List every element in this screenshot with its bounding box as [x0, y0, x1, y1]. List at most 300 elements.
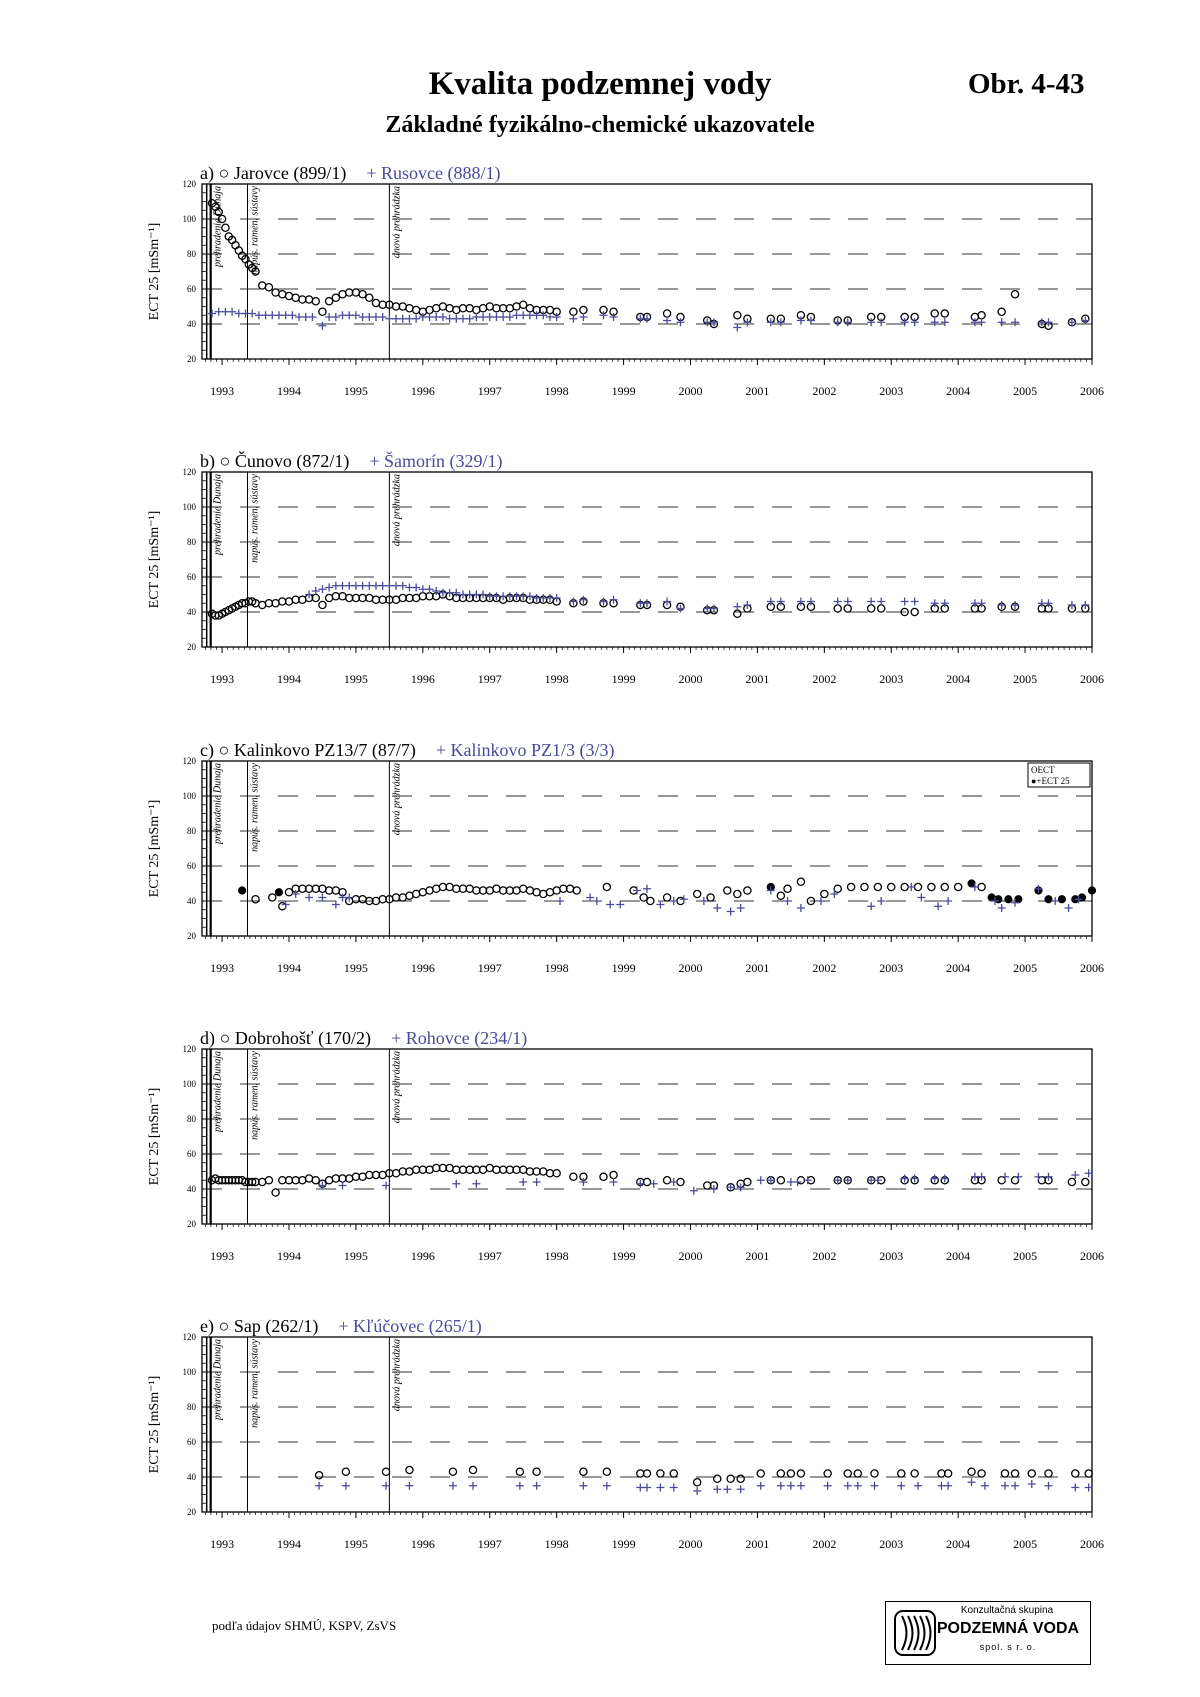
data-point-plus	[412, 584, 420, 592]
data-point-circle	[252, 896, 259, 903]
logo-company-name: PODZEMNÁ VODA	[936, 1620, 1080, 1637]
panel-letter: d) ○	[200, 1028, 235, 1048]
data-point-plus	[472, 1180, 480, 1188]
data-point-circle	[854, 1470, 861, 1477]
data-point-plus	[643, 885, 651, 893]
data-point-circle	[978, 883, 985, 890]
data-point-plus	[680, 895, 688, 903]
logo-tagline: Konzultačná skupina	[960, 1605, 1054, 1616]
data-point-plus	[944, 897, 952, 905]
data-point-plus	[998, 904, 1006, 912]
x-tick-label: 1996	[410, 672, 435, 686]
chart-panel-b	[130, 451, 1104, 711]
x-tick-label: 1997	[477, 1537, 502, 1551]
data-point-plus	[733, 324, 741, 332]
data-point-plus	[656, 1484, 664, 1492]
logo-company-suffix: spol. s r. o.	[979, 1642, 1037, 1652]
data-point-circle	[1068, 1178, 1075, 1185]
data-point-plus	[767, 318, 775, 326]
data-point-circle	[784, 885, 791, 892]
data-point-plus	[998, 318, 1006, 326]
y-tick-label: 120	[182, 467, 196, 477]
data-point-plus	[656, 901, 664, 909]
data-point-circle	[677, 1178, 684, 1185]
data-point-circle	[727, 1475, 734, 1482]
data-point-plus	[586, 894, 594, 902]
data-point-circle	[797, 1470, 804, 1477]
data-point-circle	[694, 1479, 701, 1486]
y-tick-label: 80	[187, 1402, 196, 1412]
x-tick-label: 2002	[812, 384, 837, 398]
data-point-circle	[573, 887, 580, 894]
data-point-plus	[208, 310, 216, 318]
data-point-circle	[694, 890, 701, 897]
data-point-plus	[466, 315, 474, 323]
data-point-circle	[888, 883, 895, 890]
data-point-plus	[610, 596, 618, 604]
data-point-circle	[406, 1466, 413, 1473]
y-tick-label: 120	[182, 756, 196, 766]
data-point-circle	[1011, 291, 1018, 298]
data-point-circle	[272, 1189, 279, 1196]
x-tick-label: 1997	[477, 672, 502, 686]
data-point-plus	[633, 887, 641, 895]
data-point-circle	[657, 1470, 664, 1477]
y-tick-label: 20	[187, 1219, 196, 1229]
data-point-circle	[941, 310, 948, 317]
y-tick-label: 120	[182, 179, 196, 189]
y-axis-label: ECT 25 [mSm⁻¹]	[147, 510, 162, 609]
data-point-circle	[928, 883, 935, 890]
x-tick-label: 2000	[678, 1537, 703, 1551]
data-point-plus	[593, 897, 601, 905]
data-point-circle	[1072, 1470, 1079, 1477]
data-point-circle	[1001, 1470, 1008, 1477]
data-point-plus	[871, 1482, 879, 1490]
data-point-plus	[288, 311, 296, 319]
data-point-plus	[784, 897, 792, 905]
x-tick-label: 2005	[1013, 961, 1038, 975]
y-tick-label: 100	[182, 502, 196, 512]
data-point-plus	[777, 318, 785, 326]
x-tick-label: 1998	[544, 384, 569, 398]
data-point-plus	[1045, 1482, 1053, 1490]
event-label: prehradenie Dunaja	[212, 763, 224, 845]
x-tick-label: 1996	[410, 384, 435, 398]
data-point-plus	[579, 1482, 587, 1490]
data-point-plus	[318, 322, 326, 330]
data-point-plus	[248, 310, 256, 318]
chart-svg	[130, 1028, 1104, 1288]
x-tick-label: 2005	[1013, 1537, 1038, 1551]
data-point-plus	[854, 1482, 862, 1490]
data-point-plus	[907, 883, 915, 891]
data-point-filled	[968, 880, 975, 887]
data-point-circle	[316, 1472, 323, 1479]
data-point-plus	[844, 1482, 852, 1490]
data-point-plus	[874, 1176, 882, 1184]
data-point-plus	[797, 904, 805, 912]
data-point-circle	[312, 1177, 319, 1184]
data-point-plus	[911, 598, 919, 606]
y-tick-label: 120	[182, 1332, 196, 1342]
data-point-filled	[995, 896, 1002, 903]
data-point-circle	[326, 298, 333, 305]
chart-svg	[130, 1316, 1104, 1576]
data-point-circle	[737, 1475, 744, 1482]
data-point-circle	[911, 1470, 918, 1477]
data-point-plus	[1028, 1480, 1036, 1488]
x-tick-label: 2004	[946, 384, 971, 398]
data-point-circle	[603, 1468, 610, 1475]
plot-frame	[202, 1049, 1092, 1224]
data-point-filled	[1088, 887, 1095, 894]
data-point-plus	[797, 1482, 805, 1490]
data-point-circle	[968, 1468, 975, 1475]
x-tick-label: 2005	[1013, 672, 1038, 686]
event-label: napús. ramen. sústavy	[249, 1051, 261, 1140]
x-tick-label: 2006	[1080, 1249, 1104, 1263]
y-tick-label: 100	[182, 1367, 196, 1377]
y-axis-label: ECT 25 [mSm⁻¹]	[147, 799, 162, 898]
y-tick-label: 40	[187, 1184, 196, 1194]
event-label: dnová prehrádzka	[391, 1051, 403, 1124]
data-point-plus	[941, 318, 949, 326]
data-point-circle	[847, 883, 854, 890]
data-point-circle	[914, 883, 921, 890]
x-tick-label: 1997	[477, 961, 502, 975]
panel-title	[200, 740, 615, 761]
data-point-circle	[978, 1470, 985, 1477]
figure-number: Obr. 4-43	[968, 68, 1085, 100]
data-point-circle	[319, 308, 326, 315]
data-point-circle	[516, 1468, 523, 1475]
data-point-circle	[1082, 1178, 1089, 1185]
data-point-plus	[917, 894, 925, 902]
data-point-plus	[824, 1482, 832, 1490]
data-point-circle	[382, 1468, 389, 1475]
event-label: prehradenie Dunaja	[212, 474, 224, 556]
series-name-plus: + Rusovce (888/1)	[366, 163, 501, 183]
data-point-plus	[315, 1482, 323, 1490]
data-point-circle	[610, 1171, 617, 1178]
x-tick-label: 1995	[343, 672, 368, 686]
data-point-plus	[834, 598, 842, 606]
x-tick-label: 1995	[343, 1249, 368, 1263]
series-name-circle: Čunovo (872/1)	[234, 451, 350, 471]
x-tick-label: 2000	[678, 672, 703, 686]
data-point-plus	[305, 894, 313, 902]
x-tick-label: 2005	[1013, 1249, 1038, 1263]
data-point-plus	[1001, 1482, 1009, 1490]
data-point-plus	[787, 1482, 795, 1490]
data-point-plus	[713, 904, 721, 912]
event-label: napús. ramen. sústavy	[249, 474, 261, 563]
data-point-filled	[1015, 896, 1022, 903]
data-point-circle	[570, 1173, 577, 1180]
x-tick-label: 2006	[1080, 672, 1104, 686]
data-point-plus	[556, 897, 564, 905]
data-source-note: podľa údajov SHMÚ, KSPV, ZsVS	[212, 1618, 397, 1633]
data-point-filled	[1078, 894, 1085, 901]
y-tick-label: 60	[187, 284, 196, 294]
x-tick-label: 2003	[879, 672, 904, 686]
x-tick-label: 2001	[745, 672, 770, 686]
y-tick-label: 20	[187, 642, 196, 652]
data-point-plus	[804, 1176, 812, 1184]
data-point-circle	[265, 284, 272, 291]
x-tick-label: 2003	[879, 384, 904, 398]
data-point-circle	[871, 1470, 878, 1477]
event-label: prehradenie Dunaja	[212, 1051, 224, 1133]
x-tick-label: 1996	[410, 1537, 435, 1551]
data-point-plus	[449, 1482, 457, 1490]
data-point-plus	[382, 1182, 390, 1190]
data-point-plus	[830, 890, 838, 898]
data-point-plus	[426, 585, 434, 593]
x-tick-label: 1995	[343, 961, 368, 975]
data-point-plus	[981, 1482, 989, 1490]
data-point-plus	[844, 598, 852, 606]
x-tick-label: 2006	[1080, 1537, 1104, 1551]
x-tick-label: 2005	[1013, 384, 1038, 398]
data-point-circle	[359, 291, 366, 298]
x-tick-label: 2003	[879, 1537, 904, 1551]
x-tick-label: 2000	[678, 1249, 703, 1263]
data-point-circle	[640, 894, 647, 901]
data-point-plus	[325, 584, 333, 592]
data-point-plus	[663, 598, 671, 606]
x-tick-label: 1998	[544, 1249, 569, 1263]
data-point-circle	[777, 1470, 784, 1477]
data-point-circle	[285, 889, 292, 896]
x-tick-label: 2004	[946, 1249, 971, 1263]
data-point-circle	[911, 608, 918, 615]
data-point-circle	[868, 605, 875, 612]
x-tick-label: 1994	[276, 961, 301, 975]
x-tick-label: 2001	[745, 384, 770, 398]
data-point-plus	[737, 1183, 745, 1191]
x-tick-label: 1996	[410, 961, 435, 975]
x-tick-label: 1994	[276, 384, 301, 398]
x-tick-label: 1998	[544, 1537, 569, 1551]
data-point-plus	[342, 1482, 350, 1490]
chart-panel-d	[130, 1028, 1104, 1288]
x-tick-label: 2003	[879, 961, 904, 975]
x-tick-label: 1994	[276, 1537, 301, 1551]
y-tick-label: 80	[187, 1114, 196, 1124]
data-point-circle	[279, 903, 286, 910]
x-tick-label: 2001	[745, 961, 770, 975]
data-point-circle	[834, 885, 841, 892]
data-point-plus	[690, 1187, 698, 1195]
data-point-filled	[1005, 896, 1012, 903]
data-point-plus	[282, 901, 290, 909]
data-point-circle	[874, 883, 881, 890]
data-point-circle	[449, 1468, 456, 1475]
data-point-circle	[797, 878, 804, 885]
y-tick-label: 120	[182, 1044, 196, 1054]
data-point-circle	[580, 1468, 587, 1475]
data-point-circle	[647, 897, 654, 904]
data-point-circle	[777, 1177, 784, 1184]
x-tick-label: 2004	[946, 672, 971, 686]
data-point-circle	[570, 308, 577, 315]
data-point-circle	[901, 883, 908, 890]
data-point-circle	[757, 1470, 764, 1477]
data-point-circle	[777, 892, 784, 899]
data-point-circle	[998, 308, 1005, 315]
x-tick-label: 1998	[544, 961, 569, 975]
data-point-filled	[239, 887, 246, 894]
event-label: prehradenie Dunaja	[212, 186, 224, 268]
data-point-circle	[269, 894, 276, 901]
data-point-plus	[777, 1482, 785, 1490]
data-point-plus	[1071, 1484, 1079, 1492]
legend-entry: ●+ECT 25	[1031, 776, 1070, 786]
data-point-circle	[744, 1178, 751, 1185]
data-point-circle	[861, 883, 868, 890]
y-tick-label: 80	[187, 537, 196, 547]
y-tick-label: 60	[187, 1149, 196, 1159]
x-tick-label: 2000	[678, 961, 703, 975]
data-point-plus	[616, 901, 624, 909]
data-point-plus	[1014, 1173, 1022, 1181]
data-point-circle	[744, 887, 751, 894]
data-point-circle	[707, 894, 714, 901]
x-tick-label: 1994	[276, 672, 301, 686]
chart-svg	[130, 451, 1104, 711]
x-tick-label: 1993	[210, 672, 235, 686]
panel-title	[200, 1028, 527, 1049]
data-point-filled	[1045, 896, 1052, 903]
event-label: dnová prehrádzka	[391, 186, 403, 259]
data-point-circle	[663, 1177, 670, 1184]
data-point-circle	[978, 312, 985, 319]
event-label: napús. ramen. sústavy	[249, 1339, 261, 1428]
data-point-plus	[901, 598, 909, 606]
data-point-plus	[332, 901, 340, 909]
y-tick-label: 80	[187, 826, 196, 836]
x-tick-label: 1993	[210, 1249, 235, 1263]
y-tick-label: 100	[182, 1079, 196, 1089]
x-tick-label: 1999	[611, 672, 636, 686]
x-tick-label: 1993	[210, 961, 235, 975]
data-point-circle	[319, 601, 326, 608]
data-point-circle	[1045, 1470, 1052, 1477]
x-tick-label: 1999	[611, 961, 636, 975]
legend-entry: OECT	[1031, 765, 1055, 775]
x-tick-label: 2001	[745, 1249, 770, 1263]
series-name-plus: + Kalinkovo PZ1/3 (3/3)	[435, 740, 615, 760]
data-point-plus	[579, 313, 587, 321]
data-point-plus	[1065, 904, 1073, 912]
series-name-circle: Sap (262/1)	[233, 1316, 319, 1336]
data-point-plus	[794, 1178, 802, 1186]
data-point-circle	[844, 1470, 851, 1477]
event-label: dnová prehrádzka	[391, 1339, 403, 1412]
x-tick-label: 1997	[477, 384, 502, 398]
x-tick-label: 2002	[812, 1249, 837, 1263]
data-point-circle	[366, 294, 373, 301]
data-point-circle	[941, 883, 948, 890]
plot-frame	[202, 761, 1092, 936]
data-point-plus	[382, 1482, 390, 1490]
chart-panel-e	[130, 1316, 1104, 1576]
data-point-circle	[998, 1177, 1005, 1184]
data-point-plus	[603, 1482, 611, 1490]
data-point-filled	[988, 894, 995, 901]
y-tick-label: 60	[187, 861, 196, 871]
data-point-filled	[1058, 896, 1065, 903]
data-point-plus	[723, 1485, 731, 1493]
data-point-circle	[1011, 1470, 1018, 1477]
x-tick-label: 1994	[276, 1249, 301, 1263]
data-point-plus	[1001, 1173, 1009, 1181]
x-tick-label: 1997	[477, 1249, 502, 1263]
data-point-plus	[944, 1482, 952, 1490]
y-tick-label: 40	[187, 1472, 196, 1482]
data-point-plus	[867, 598, 875, 606]
panel-letter: b) ○	[200, 451, 235, 471]
data-point-plus	[379, 313, 387, 321]
data-point-circle	[797, 1177, 804, 1184]
y-axis-label: ECT 25 [mSm⁻¹]	[147, 1375, 162, 1474]
data-point-circle	[670, 1470, 677, 1477]
event-label: napús. ramen. sústavy	[249, 186, 261, 275]
x-tick-label: 1999	[611, 384, 636, 398]
x-tick-label: 1996	[410, 1249, 435, 1263]
x-tick-label: 1993	[210, 1537, 235, 1551]
data-point-plus	[663, 317, 671, 325]
x-tick-label: 2006	[1080, 961, 1104, 975]
data-point-plus	[877, 598, 885, 606]
data-point-plus	[412, 315, 420, 323]
data-point-plus	[713, 1485, 721, 1493]
series-name-circle: Kalinkovo PZ13/7 (87/7)	[233, 740, 416, 760]
data-point-circle	[332, 294, 339, 301]
data-point-plus	[727, 908, 735, 916]
event-label: napús. ramen. sústavy	[249, 763, 261, 852]
data-point-circle	[520, 301, 527, 308]
data-point-circle	[580, 306, 587, 313]
series-name-plus: + Kľúčovec (265/1)	[338, 1316, 482, 1336]
y-tick-label: 40	[187, 319, 196, 329]
data-point-plus	[308, 313, 316, 321]
data-point-circle	[834, 605, 841, 612]
y-tick-label: 40	[187, 607, 196, 617]
x-tick-label: 1995	[343, 384, 368, 398]
data-point-plus	[897, 1482, 905, 1490]
data-point-plus	[934, 902, 942, 910]
data-point-plus	[452, 1180, 460, 1188]
data-point-plus	[757, 1176, 765, 1184]
data-point-circle	[824, 1470, 831, 1477]
data-point-plus	[737, 1485, 745, 1493]
event-label: prehradenie Dunaja	[212, 1339, 224, 1421]
data-point-circle	[714, 1475, 721, 1482]
data-point-circle	[342, 1468, 349, 1475]
x-tick-label: 1993	[210, 384, 235, 398]
data-point-circle	[1085, 1470, 1092, 1477]
y-tick-label: 100	[182, 791, 196, 801]
data-point-circle	[734, 890, 741, 897]
data-point-plus	[339, 1182, 347, 1190]
y-axis-label: ECT 25 [mSm⁻¹]	[147, 222, 162, 321]
data-point-plus	[877, 897, 885, 905]
y-axis-label: ECT 25 [mSm⁻¹]	[147, 1087, 162, 1186]
data-point-plus	[1011, 318, 1019, 326]
